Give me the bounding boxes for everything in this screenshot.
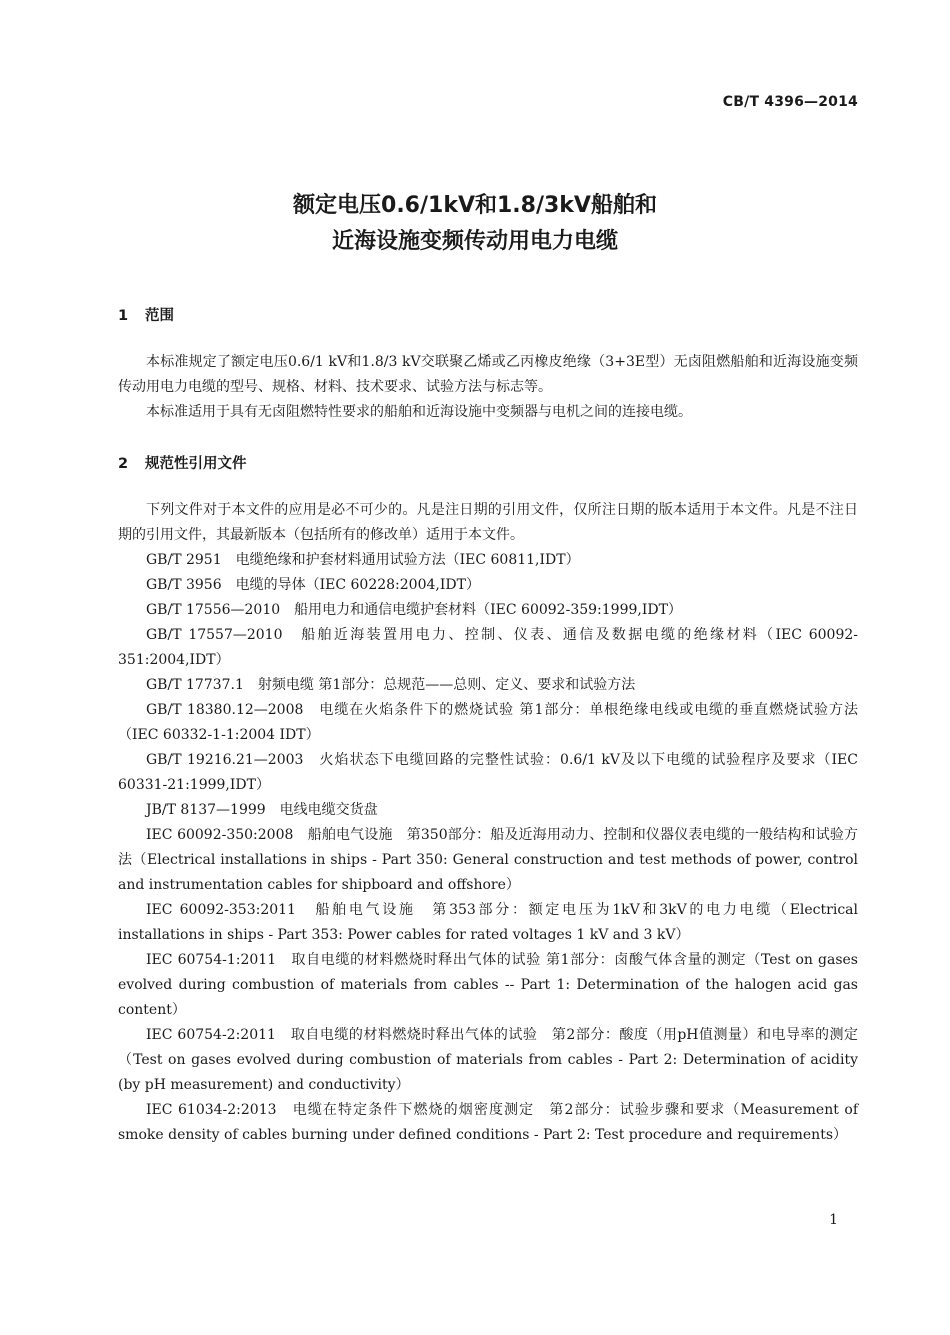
reference-item: IEC 60092-353:2011 船舶电气设施 第353部分：额定电压为1kV和3kV的电力电缆（Electrical installations in ships - Part 353: Power cables for rated voltages 1 kV and 3 kV）	[118, 902, 858, 943]
reference-item: JB/T 8137—1999 电线电缆交货盘	[146, 802, 378, 818]
reference-item: IEC 61034-2:2013 电缆在特定条件下燃烧的烟密度测定 第2部分：试验步骤和要求（Measurement of smoke density of cables burning under defined conditions - Part 2: Test procedure and requirements）	[118, 1102, 858, 1143]
scope-paragraph-1: 本标准规定了额定电压0.6/1 kV和1.8/3 kV交联聚乙烯或乙丙橡皮绝缘（3+3E型）无卤阻燃船舶和近海设施变频传动用电力电缆的型号、规格、材料、技术要求、试验方法与标志等。	[118, 354, 858, 395]
section-2-title: 规范性引用文件	[145, 456, 247, 472]
reference-item: GB/T 19216.21—2003 火焰状态下电缆回路的完整性试验：0.6/1 kV及以下电缆的试验程序及要求（IEC 60331-21:1999,IDT）	[118, 752, 858, 793]
section-1-title: 范围	[145, 308, 174, 324]
normative-intro: 下列文件对于本文件的应用是必不可少的。凡是注日期的引用文件，仅所注日期的版本适用于本文件。凡是不注日期的引用文件，其最新版本（包括所有的修改单）适用于本文件。	[118, 502, 858, 543]
page-number: 1	[829, 1212, 838, 1228]
reference-item: GB/T 17556—2010 船用电力和通信电缆护套材料（IEC 60092-359:1999,IDT）	[146, 602, 682, 618]
reference-item: IEC 60754-2:2011 取自电缆的材料燃烧时释出气体的试验 第2部分：酸度（用pH值测量）和电导率的测定（Test on gases evolved during combustion of materials from cables - Part 2: Determination of acidity (by pH measurement) and conductivity）	[118, 1027, 858, 1093]
title-line-2: 近海设施变频传动用电力电缆	[331, 229, 618, 254]
document-title	[0, 188, 950, 260]
reference-item: GB/T 18380.12—2008 电缆在火焰条件下的燃烧试验 第1部分：单根绝缘电线或电缆的垂直燃烧试验方法（IEC 60332-1-1:2004 IDT）	[118, 702, 858, 743]
section-1-heading	[118, 304, 174, 325]
reference-item: GB/T 17557—2010 船舶近海装置用电力、控制、仪表、通信及数据电缆的绝缘材料（IEC 60092-351:2004,IDT）	[118, 627, 858, 668]
scope-paragraph-2: 本标准适用于具有无卤阻燃特性要求的船舶和近海设施中变频器与电机之间的连接电缆。	[146, 404, 692, 420]
section-1-number: 1	[118, 308, 129, 324]
reference-item: IEC 60092-350:2008 船舶电气设施 第350部分：船及近海用动力、控制和仪器仪表电缆的一般结构和试验方法（Electrical installations in ships - Part 350: General construction and test methods of power, control and instrumentation cables for shipboard and offshore）	[118, 827, 858, 893]
reference-item: GB/T 17737.1 射频电缆 第1部分：总规范——总则、定义、要求和试验方法	[146, 677, 636, 693]
reference-item: GB/T 2951 电缆绝缘和护套材料通用试验方法（IEC 60811,IDT）	[146, 552, 580, 568]
reference-item: GB/T 3956 电缆的导体（IEC 60228:2004,IDT）	[146, 577, 480, 593]
title-line-1: 额定电压0.6/1kV和1.8/3kV船舶和	[293, 193, 657, 218]
section-2-heading	[118, 452, 247, 473]
standard-code: CB/T 4396—2014	[722, 94, 858, 110]
reference-item: IEC 60754-1:2011 取自电缆的材料燃烧时释出气体的试验 第1部分：卤酸气体含量的测定（Test on gases evolved during combustion of materials from cables -- Part 1: Determination of the halogen acid gas content）	[118, 952, 858, 1018]
section-2-number: 2	[118, 456, 129, 472]
